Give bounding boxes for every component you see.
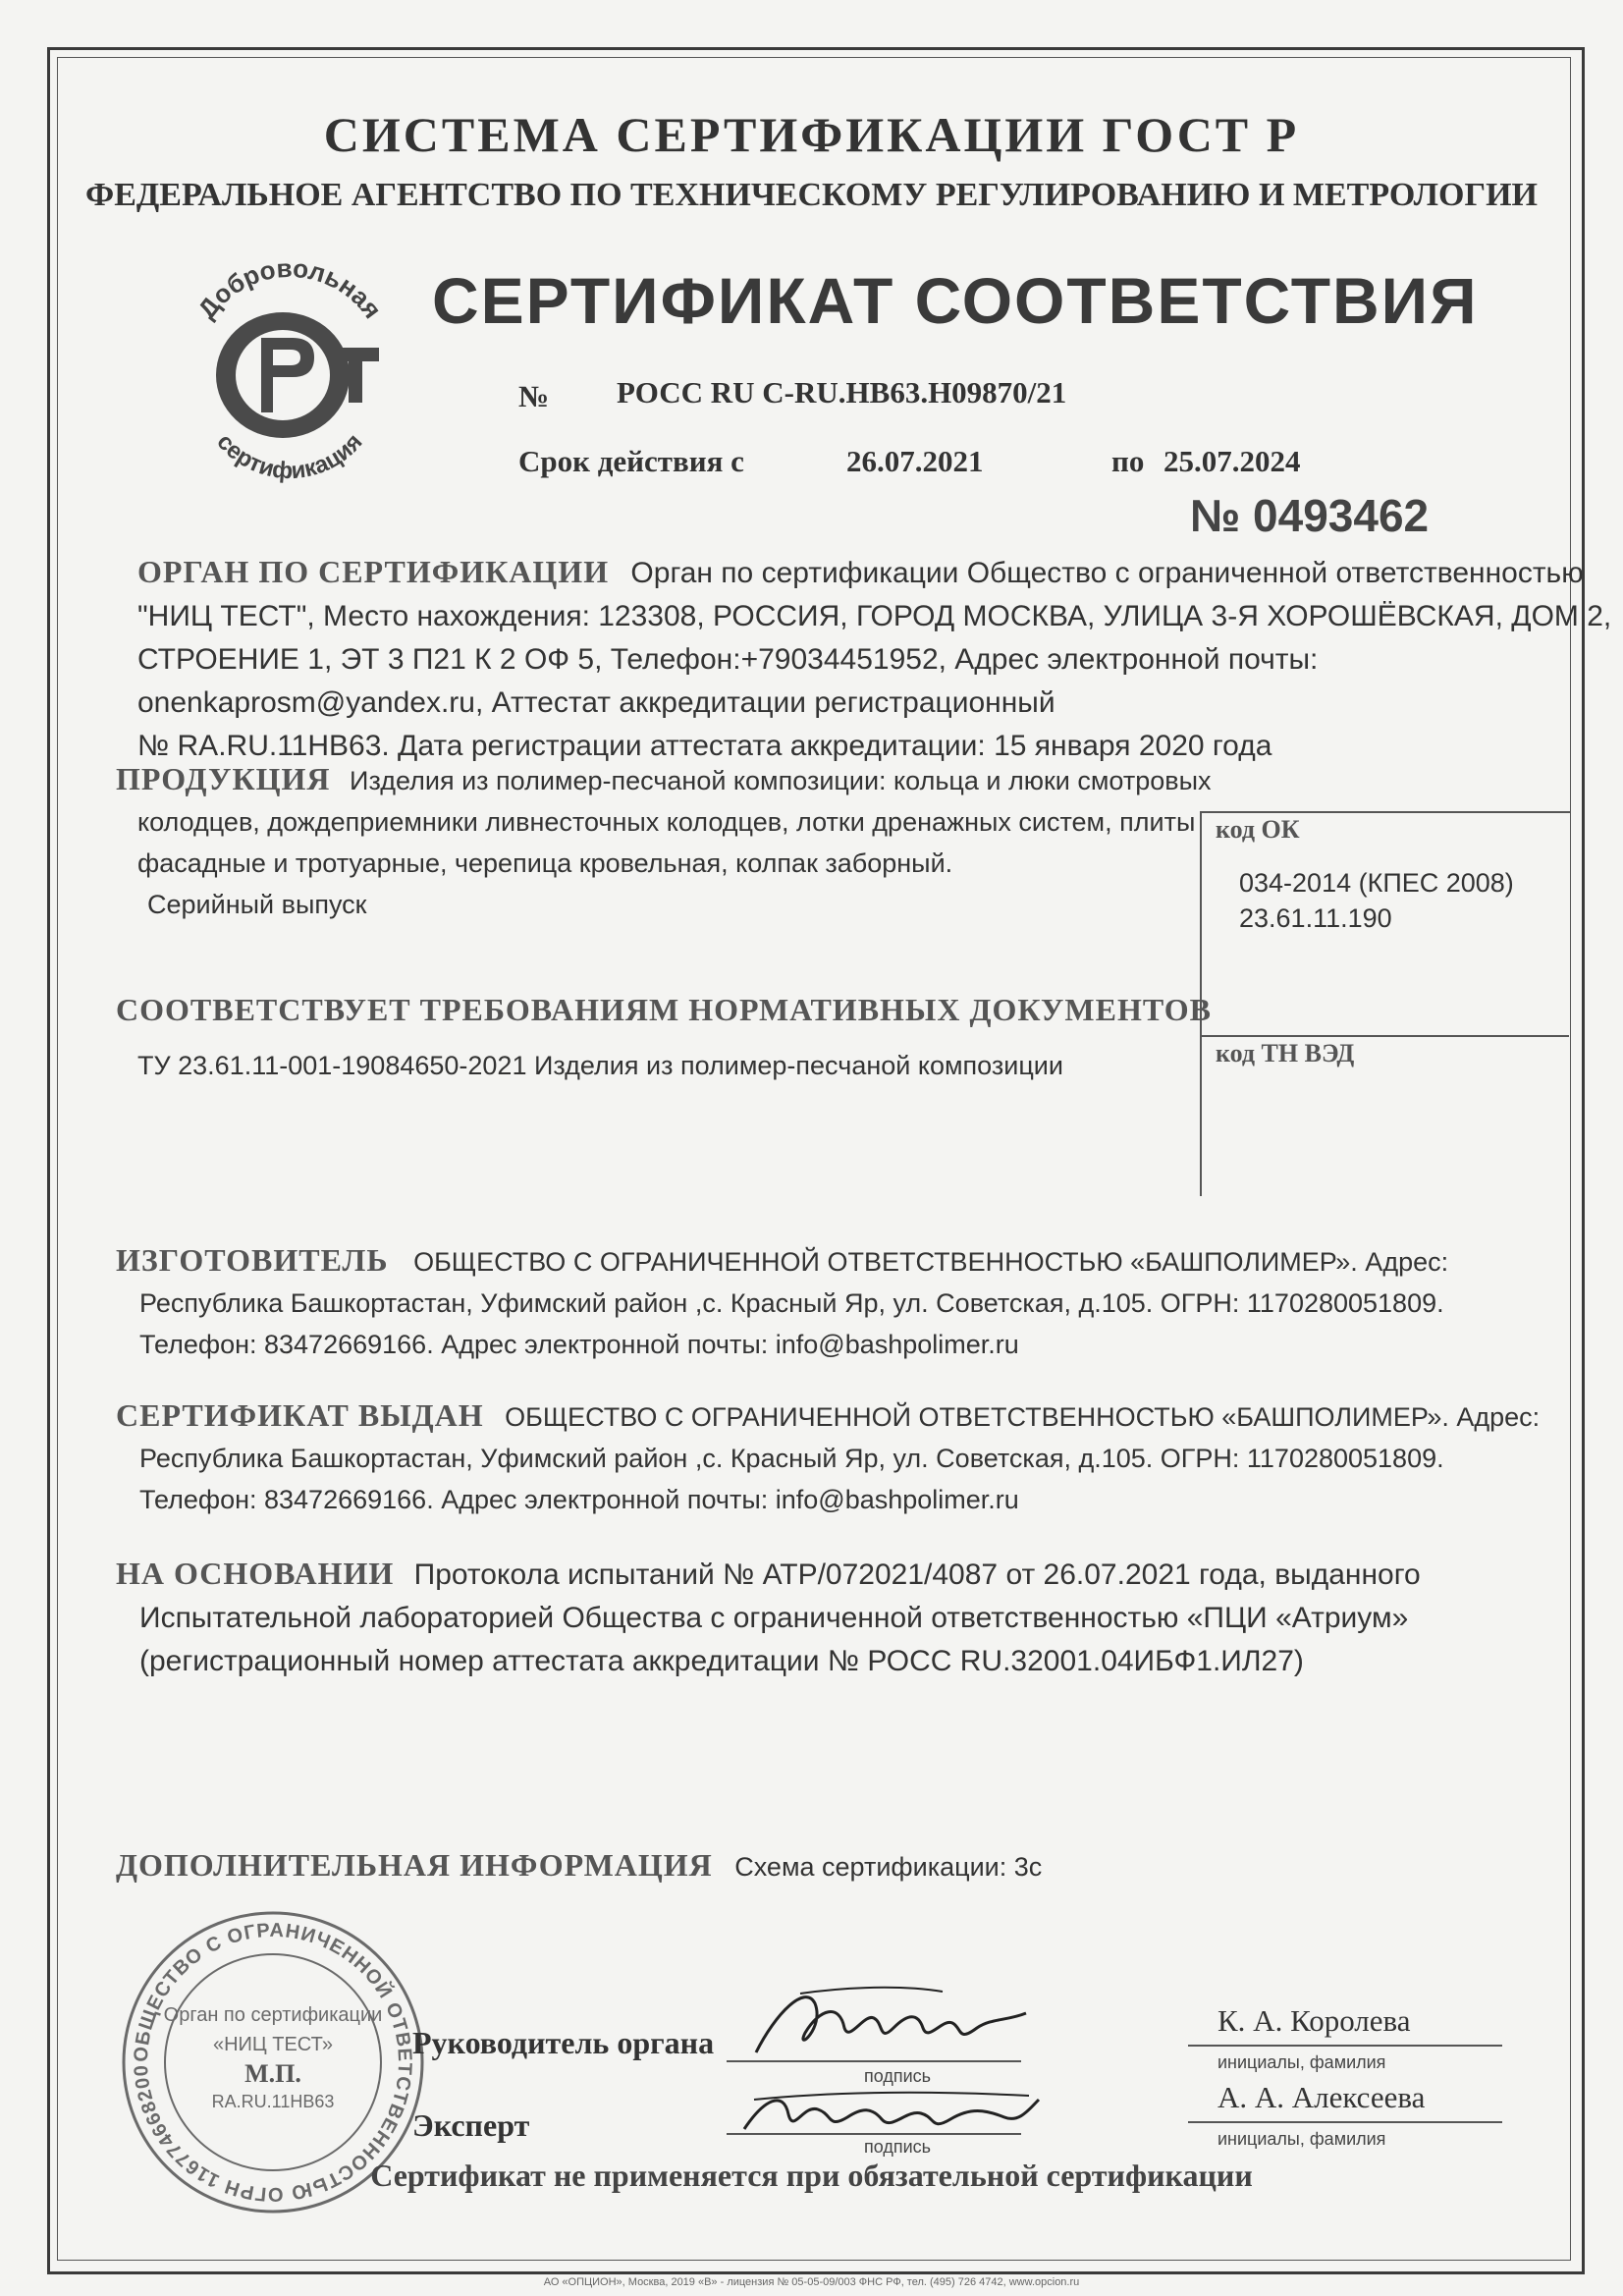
- tn-code-label: код ТН ВЭД: [1216, 1039, 1355, 1067]
- rst-logo: [167, 257, 412, 483]
- logo-bottom-text: сертификация: [211, 428, 368, 483]
- product-line: Серийный выпуск: [147, 890, 367, 919]
- expert-name-line: [1188, 2121, 1502, 2123]
- product-line: колодцев, дождеприемники ливнесточных колодцев, лотки дренажных систем, плиты: [137, 807, 1196, 837]
- compliance-line: ТУ 23.61.11-001-19084650-2021 Изделия из полимер-песчаной композиции: [137, 1051, 1063, 1080]
- organ-heading: ОРГАН ПО СЕРТИФИКАЦИИ: [137, 554, 610, 589]
- manufacturer-line: Телефон: 83472669166. Адрес электронной почты: info@bashpolimer.ru: [139, 1330, 1019, 1359]
- product-section: [116, 758, 1212, 925]
- blank-number: № 0493462: [1190, 490, 1430, 541]
- organ-section: [137, 550, 1612, 768]
- expert-sign-caption: подпись: [864, 2137, 932, 2157]
- issued-to-heading: СЕРТИФИКАТ ВЫДАН: [116, 1397, 484, 1433]
- agency-title: ФЕДЕРАЛЬНОЕ АГЕНТСТВО ПО ТЕХНИЧЕСКОМУ РЕГУЛИРОВАНИЮ И МЕТРОЛОГИИ: [85, 177, 1538, 213]
- issued-to-line: ОБЩЕСТВО С ОГРАНИЧЕННОЙ ОТВЕТСТВЕННОСТЬЮ «БАШПОЛИМЕР». Адрес:: [505, 1402, 1541, 1432]
- organ-line: № RA.RU.11НВ63. Дата регистрации аттестата аккредитации: 15 января 2020 года: [137, 730, 1272, 762]
- additional-heading: ДОПОЛНИТЕЛЬНАЯ ИНФОРМАЦИЯ: [116, 1847, 713, 1883]
- stamp-line: RA.RU.11НВ63: [211, 2092, 335, 2111]
- manufacturer-heading: ИЗГОТОВИТЕЛЬ: [116, 1242, 389, 1278]
- compliance-heading: СООТВЕТСТВУЕТ ТРЕБОВАНИЯМ НОРМАТИВНЫХ ДОКУМЕНТОВ: [116, 992, 1212, 1027]
- issued-to-line: Республика Башкортастан, Уфимский район ,с. Красный Яр, ул. Советская, д.105. ОГРН: 1170280051809.: [139, 1444, 1444, 1473]
- validity-label: Срок действия с: [518, 444, 744, 478]
- head-signature: [746, 1974, 1041, 2072]
- head-sign-caption: подпись: [864, 2066, 932, 2086]
- manufacturer-section: [116, 1239, 1540, 1365]
- valid-from: 26.07.2021: [846, 444, 984, 478]
- manufacturer-line: Республика Башкортастан, Уфимский район ,с. Красный Яр, ул. Советская, д.105. ОГРН: 1170280051809.: [139, 1288, 1444, 1318]
- expert-name: А. А. Алексеева: [1217, 2080, 1426, 2114]
- product-line: Изделия из полимер-песчаной композиции: кольца и люки смотровых: [350, 766, 1212, 795]
- basis-line: (регистрационный номер аттестата аккредитации № РОСС RU.32001.04ИБФ1.ИЛ27): [139, 1645, 1304, 1677]
- additional-section: [116, 1846, 1042, 1887]
- document-title: СЕРТИФИКАТ СООТВЕТСТВИЯ: [432, 264, 1479, 337]
- certificate-number: РОСС RU С-RU.НВ63.Н09870/21: [617, 375, 1067, 410]
- product-line: фасадные и тротуарные, черепица кровельная, колпак заборный.: [137, 848, 953, 878]
- stamp-mp: М.П.: [244, 2059, 301, 2088]
- footer-note: Сертификат не применяется при обязательной сертификации: [370, 2158, 1253, 2193]
- printer-line: АО «ОПЦИОН», Москва, 2019 «В» - лицензия № 05-05-09/003 ФНС РФ, тел. (495) 726 4742, www.opcion.ru: [543, 2276, 1080, 2288]
- stamp-line: «НИЦ ТЕСТ»: [212, 2034, 334, 2055]
- issued-to-section: [116, 1394, 1540, 1520]
- organ-line: onenkaprosm@yandex.ru, Аттестат аккредитации регистрационный: [137, 686, 1055, 719]
- product-heading: ПРОДУКЦИЯ: [116, 761, 331, 796]
- basis-section: [116, 1552, 1540, 1683]
- head-name: К. А. Королева: [1217, 2003, 1411, 2038]
- handwritten-signature-icon: [746, 1974, 1041, 2072]
- ok-code-line: 23.61.11.190: [1239, 903, 1392, 933]
- head-name-line: [1188, 2045, 1502, 2047]
- tn-code-box: [1200, 1035, 1569, 1037]
- expert-initials-caption: инициалы, фамилия: [1217, 2129, 1386, 2149]
- additional-text: Схема сертификации: 3с: [734, 1852, 1043, 1882]
- rst-logo-icon: [167, 257, 412, 483]
- basis-line: Испытательной лабораторией Общества с ограниченной ответственностью «ПЦИ «Атриум»: [139, 1602, 1409, 1634]
- expert-label: Эксперт: [412, 2107, 530, 2143]
- valid-to-label: по: [1111, 444, 1145, 478]
- valid-to: 25.07.2024: [1163, 444, 1301, 478]
- ok-code-label: код ОК: [1216, 815, 1300, 844]
- basis-line: Протокола испытаний № АТР/072021/4087 от 26.07.2021 года, выданного: [413, 1558, 1421, 1591]
- organ-line: Орган по сертификации Общество с ограниченной ответственностью: [630, 557, 1584, 589]
- organ-line: "НИЦ ТЕСТ", Место нахождения: 123308, РОССИЯ, ГОРОД МОСКВА, УЛИЦА 3-Я ХОРОШЁВСКАЯ, ДОМ 2,: [137, 600, 1612, 632]
- stamp-line: Орган по сертификации: [163, 2004, 383, 2026]
- stamp-ring-text: ОБЩЕСТВО С ОГРАНИЧЕННОЙ ОТВЕТСТВЕННОСТЬЮ ОГРН 116774668200: [130, 1919, 416, 2206]
- basis-heading: НА ОСНОВАНИИ: [116, 1556, 395, 1591]
- manufacturer-line: ОБЩЕСТВО С ОГРАНИЧЕННОЙ ОТВЕТСТВЕННОСТЬЮ «БАШПОЛИМЕР». Адрес:: [413, 1247, 1449, 1277]
- number-label: №: [518, 379, 550, 413]
- head-initials-caption: инициалы, фамилия: [1217, 2052, 1386, 2072]
- ok-code-line: 034-2014 (КПЕС 2008): [1239, 868, 1514, 898]
- issued-to-line: Телефон: 83472669166. Адрес электронной почты: info@bashpolimer.ru: [139, 1485, 1019, 1514]
- organ-line: СТРОЕНИЕ 1, ЭТ 3 П21 К 2 ОФ 5, Телефон:+79034451952, Адрес электронной почты:: [137, 643, 1319, 676]
- head-label: Руководитель органа: [412, 2025, 715, 2060]
- system-title: СИСТЕМА СЕРТИФИКАЦИИ ГОСТ Р: [323, 107, 1300, 162]
- logo-top-text: Добровольная: [191, 257, 388, 324]
